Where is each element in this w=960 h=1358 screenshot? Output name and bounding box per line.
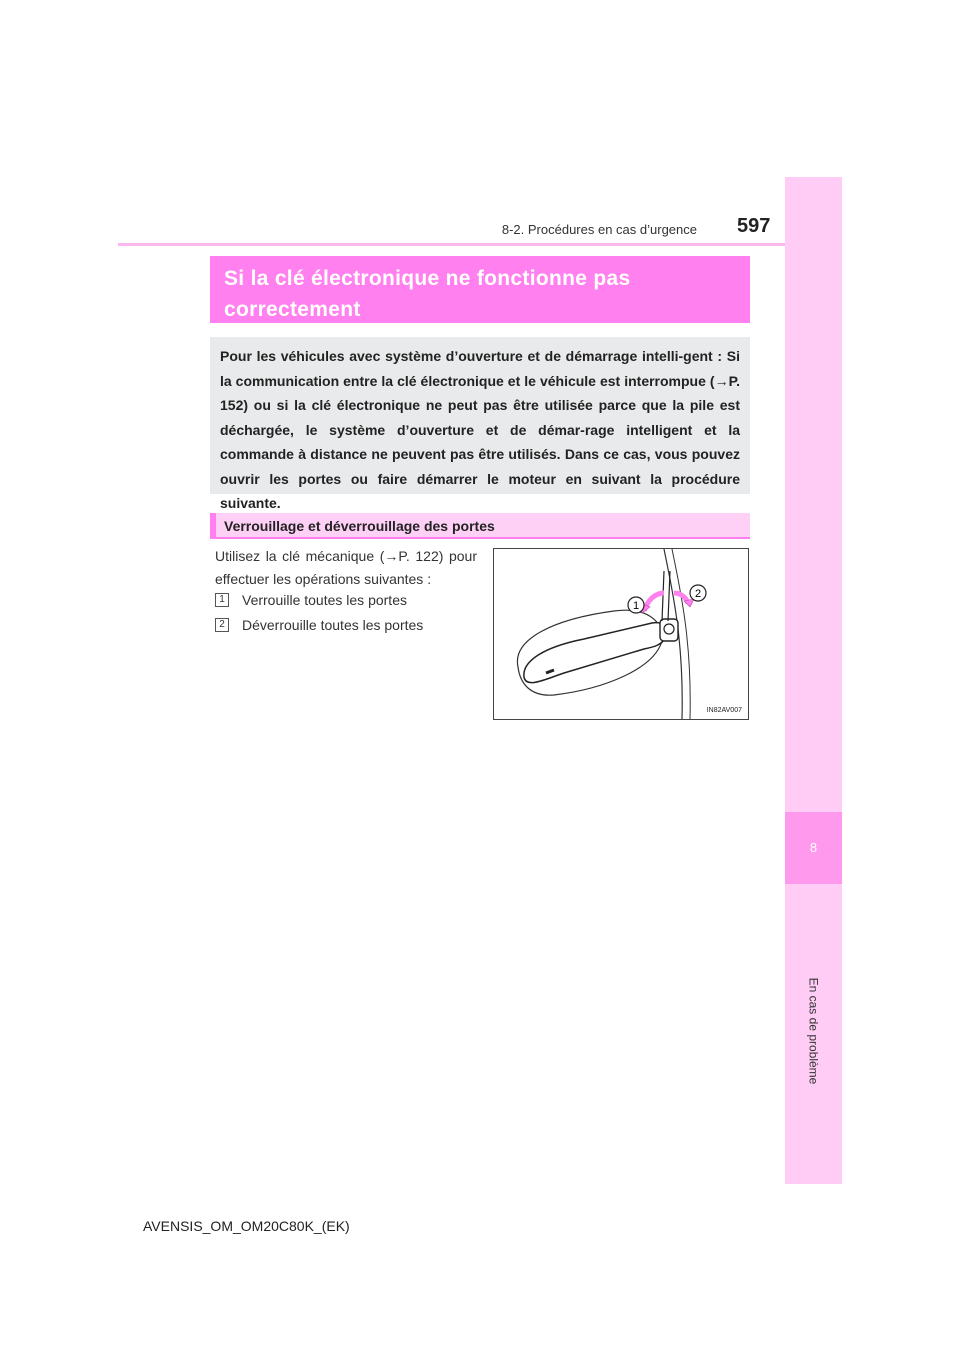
step-text: Verrouille toutes les portes	[242, 592, 407, 608]
subheading-underline	[210, 537, 750, 539]
door-handle-figure	[493, 548, 749, 720]
intro-text: Pour les véhicules avec système d’ouverture et de démarrage intelli-gent : Si la communication entre la clé électronique et le véhicule est interrompue (→P. 152) ou si la clé électronique ne peut pas être utilisée parce que la pile est déchargée, le système d’ouverture et de démar-rage intelligent et la commande à distance ne peuvent pas être utilisés. Dans ce cas, vous pouvez ouvrir les portes ou faire démarrer le moteur en suivant la procédure suivante.	[220, 348, 740, 511]
side-tab-top	[785, 177, 842, 812]
intro-box	[210, 337, 750, 511]
section-title-box	[210, 256, 750, 323]
step-item-2	[215, 614, 423, 636]
side-tab-chapter[interactable]	[785, 812, 842, 884]
figure-code: IN82AV007	[706, 707, 742, 714]
side-tab-bottom	[785, 884, 842, 1184]
page-number: 597	[737, 215, 771, 237]
chapter-number: 8	[809, 840, 818, 855]
section-title-line-2: correctement	[224, 298, 361, 321]
header-section-title: 8-2. Procédures en cas d’urgence	[501, 222, 697, 237]
callout-2-label: 2	[694, 588, 702, 600]
chapter-title: En cas de problème	[806, 977, 821, 1085]
step-marker: 1	[215, 593, 229, 607]
callout-1-label: 1	[632, 600, 640, 612]
section-title-line-1: Si la clé électronique ne fonctionne pas	[224, 267, 631, 290]
step-item-1	[215, 589, 407, 611]
step-text: Déverrouille toutes les portes	[242, 617, 424, 633]
step-marker: 2	[215, 618, 229, 632]
subheading-title: Verrouillage et déverrouillage des portes	[224, 518, 495, 534]
header-rule	[118, 243, 840, 246]
procedure-body-text: Utilisez la clé mécanique (→P. 122) pour effectuer les opérations suivantes :	[215, 548, 477, 587]
door-handle-illustration	[494, 549, 748, 719]
subheading-accent	[210, 513, 216, 538]
footer-document-code: AVENSIS_OM_OM20C80K_(EK)	[143, 1218, 350, 1234]
